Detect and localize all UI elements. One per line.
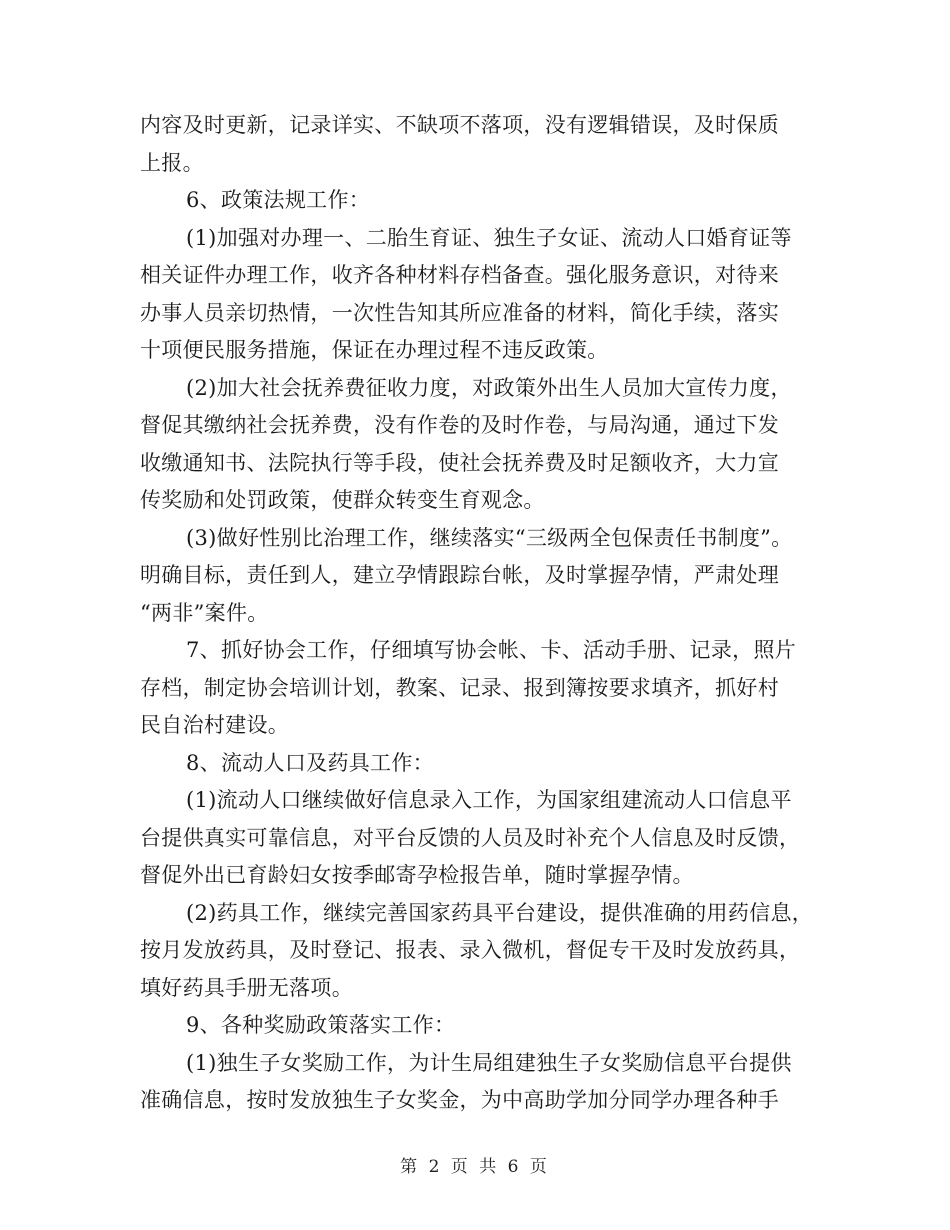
- text-line: 明确目标，责任到人，建立孕情跟踪台帐，及时掌握孕情，严肃处理: [140, 563, 779, 587]
- text-line: 内容及时更新，记录详实、不缺项不落项，没有逻辑错误，及时保质: [140, 113, 779, 137]
- text-line: 办事人员亲切热情，一次性告知其所应准备的材料，简化手续，落实: [140, 300, 779, 325]
- text-line: 8、流动人口及药具工作：: [186, 750, 434, 775]
- text-line: 收缴通知书、法院执行等手段，使社会抚养费及时足额收齐，大力宣: [140, 450, 779, 475]
- text-line: (2)加大社会抚养费征收力度，对政策外出生人员加大宣传力度，: [186, 375, 792, 400]
- text-line: 准确信息，按时发放独生子女奖金，为中高助学加分同学办理各种手: [140, 1088, 779, 1112]
- text-line: 9、各种奖励政策落实工作：: [186, 1013, 456, 1037]
- text-line: (1)加强对办理一、二胎生育证、独生子女证、流动人口婚育证等: [186, 225, 792, 250]
- text-line: (3)做好性别比治理工作，继续落实“三级两全包保责任书制度”。: [186, 525, 793, 550]
- page-footer: 第 2 页 共 6 页: [400, 1157, 550, 1177]
- text-line: 民自治村建设。: [140, 713, 290, 737]
- text-line: “两非”案件。: [140, 600, 269, 625]
- text-line: (2)药具工作，继续完善国家药具平台建设，提供准确的用药信息，: [186, 900, 814, 925]
- text-line: 6、政策法规工作：: [186, 188, 371, 212]
- text-line: 7、抓好协会工作，仔细填写协会帐、卡、活动手册、记录，照片: [186, 638, 797, 662]
- text-line: 相关证件办理工作，收齐各种材料存档备查。强化服务意识，对待来: [140, 263, 779, 287]
- text-line: 传奖励和处罚政策，使群众转变生育观念。: [140, 488, 545, 512]
- text-line: 按月发放药具，及时登记、报表、录入微机，督促专干及时发放药具，: [140, 938, 801, 962]
- text-line: 台提供真实可靠信息，对平台反馈的人员及时补充个人信息及时反馈，: [140, 825, 801, 850]
- text-line: 督促其缴纳社会抚养费，没有作卷的及时作卷，与局沟通，通过下发: [140, 413, 779, 437]
- text-line: (1)独生子女奖励工作，为计生局组建独生子女奖励信息平台提供: [186, 1050, 792, 1075]
- text-line: 十项便民服务措施，保证在办理过程不违反政策。: [140, 338, 609, 362]
- text-line: 存档，制定协会培训计划，教案、记录、报到簿按要求填齐，抓好村: [140, 675, 779, 700]
- text-line: 填好药具手册无落项。: [140, 975, 353, 1000]
- text-line: (1)流动人口继续做好信息录入工作，为国家组建流动人口信息平: [186, 788, 792, 812]
- text-line: 上报。: [140, 150, 204, 175]
- text-line: 督促外出已育龄妇女按季邮寄孕检报告单，随时掌握孕情。: [140, 863, 694, 887]
- document-body: [140, 107, 830, 1120]
